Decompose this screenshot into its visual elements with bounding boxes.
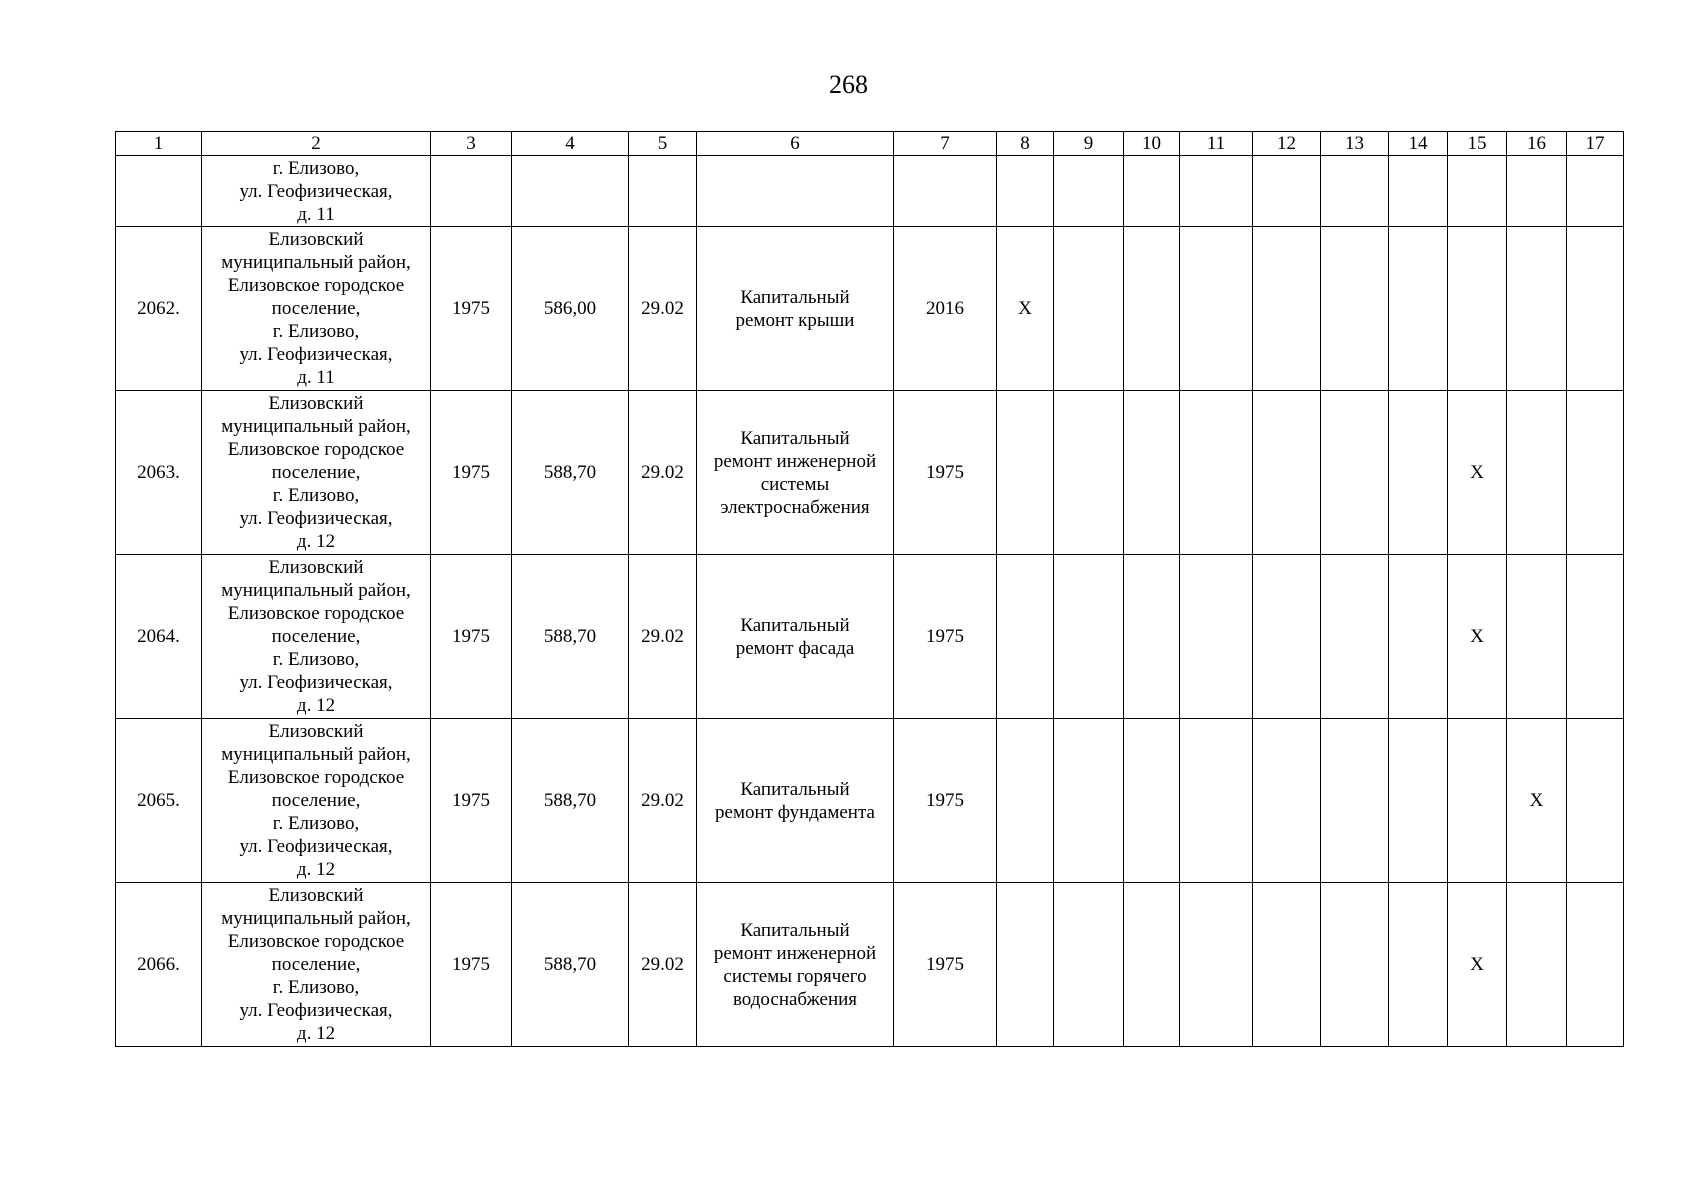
column-number-row bbox=[116, 132, 1624, 156]
column-header: 3 bbox=[431, 132, 512, 156]
cell-mark bbox=[1253, 391, 1321, 555]
column-header: 8 bbox=[997, 132, 1054, 156]
cell-area: 588,70 bbox=[512, 391, 629, 555]
column-header: 2 bbox=[202, 132, 431, 156]
address-line: г. Елизово, bbox=[272, 813, 360, 834]
address-line: ул. Геофизическая, bbox=[239, 1000, 393, 1021]
address-line: муниципальный район, bbox=[221, 908, 411, 929]
cell-mark bbox=[1253, 883, 1321, 1047]
cell-empty bbox=[1253, 156, 1321, 227]
cell-number: 2064. bbox=[116, 555, 202, 719]
column-header: 6 bbox=[697, 132, 894, 156]
cell-mark bbox=[1507, 555, 1567, 719]
cell-area: 586,00 bbox=[512, 227, 629, 391]
cell-empty bbox=[1507, 156, 1567, 227]
column-header: 11 bbox=[1180, 132, 1253, 156]
cell-number: 2062. bbox=[116, 227, 202, 391]
cell-mark bbox=[1124, 391, 1180, 555]
cell-number: 2065. bbox=[116, 719, 202, 883]
cell-mark bbox=[1054, 391, 1124, 555]
table-row bbox=[116, 555, 1624, 719]
column-header: 1 bbox=[116, 132, 202, 156]
column-header: 9 bbox=[1054, 132, 1124, 156]
cell-mark bbox=[1321, 227, 1389, 391]
column-header: 16 bbox=[1507, 132, 1567, 156]
column-header: 12 bbox=[1253, 132, 1321, 156]
cell-mark: X bbox=[1448, 555, 1507, 719]
cell-mark bbox=[1321, 555, 1389, 719]
address-line: ул. Геофизическая, bbox=[239, 508, 393, 529]
address-line: Елизовский bbox=[268, 393, 364, 414]
cell-empty bbox=[697, 156, 894, 227]
work-line: ремонт фундамента bbox=[715, 801, 875, 823]
address-line: ул. Геофизическая, bbox=[239, 836, 393, 857]
address-line: Елизовское городское bbox=[227, 767, 405, 788]
cell-year: 1975 bbox=[894, 555, 997, 719]
cell-area: 588,70 bbox=[512, 883, 629, 1047]
cell-mark bbox=[1507, 883, 1567, 1047]
cell-number bbox=[116, 156, 202, 227]
cell-mark bbox=[1054, 227, 1124, 391]
cell-code: 29.02 bbox=[629, 391, 697, 555]
cell-address bbox=[202, 719, 431, 883]
cell-mark: X bbox=[1448, 391, 1507, 555]
cell-year: 1975 bbox=[894, 883, 997, 1047]
cell-work-type bbox=[697, 391, 894, 555]
work-line: водоснабжения bbox=[732, 988, 858, 1010]
cell-empty bbox=[1321, 156, 1389, 227]
cell-mark bbox=[997, 391, 1054, 555]
cell-work-type bbox=[697, 555, 894, 719]
table-body bbox=[116, 132, 1624, 1047]
cell-mark bbox=[1567, 719, 1624, 883]
cell-empty bbox=[1448, 156, 1507, 227]
cell-mark bbox=[1180, 555, 1253, 719]
cell-mark bbox=[1389, 883, 1448, 1047]
column-header: 5 bbox=[629, 132, 697, 156]
address-line: Елизовское городское bbox=[227, 275, 405, 296]
address-line: г. Елизово, bbox=[272, 485, 360, 506]
cell-year-built: 1975 bbox=[431, 555, 512, 719]
address-line: д. 12 bbox=[296, 531, 336, 552]
cell-mark bbox=[1567, 883, 1624, 1047]
cell-empty bbox=[431, 156, 512, 227]
table-row bbox=[116, 719, 1624, 883]
work-line: ремонт крыши bbox=[735, 309, 855, 331]
cell-mark bbox=[1124, 883, 1180, 1047]
page-number: 268 bbox=[829, 70, 868, 99]
cell-code: 29.02 bbox=[629, 227, 697, 391]
address-line: д. 11 bbox=[297, 203, 335, 225]
address-line: Елизовское городское bbox=[227, 931, 405, 952]
cell-empty bbox=[1180, 156, 1253, 227]
address-line: Елизовский bbox=[268, 885, 364, 906]
cell-mark bbox=[1253, 227, 1321, 391]
cell-code: 29.02 bbox=[629, 883, 697, 1047]
cell-mark bbox=[1321, 391, 1389, 555]
address-line: ул. Геофизическая, bbox=[239, 180, 393, 202]
cell-empty bbox=[1389, 156, 1448, 227]
table-row bbox=[116, 227, 1624, 391]
work-line: ремонт инженерной bbox=[713, 450, 877, 472]
address-line: д. 12 bbox=[296, 1023, 336, 1044]
cell-mark bbox=[1054, 719, 1124, 883]
address-line: г. Елизово, bbox=[272, 977, 360, 998]
cell-mark bbox=[1389, 719, 1448, 883]
cell-year-built: 1975 bbox=[431, 883, 512, 1047]
address-line: д. 12 bbox=[296, 859, 336, 880]
cell-empty bbox=[1124, 156, 1180, 227]
cell-year-built: 1975 bbox=[431, 719, 512, 883]
cell-work-type bbox=[697, 719, 894, 883]
address-line: муниципальный район, bbox=[221, 744, 411, 765]
work-line: системы bbox=[760, 473, 830, 495]
work-line: системы горячего bbox=[723, 965, 867, 987]
cell-mark bbox=[1054, 555, 1124, 719]
cell-number: 2063. bbox=[116, 391, 202, 555]
address-line: Елизовский bbox=[268, 557, 364, 578]
address-line: муниципальный район, bbox=[221, 416, 411, 437]
work-line: Капитальный bbox=[740, 286, 850, 308]
cell-empty bbox=[1054, 156, 1124, 227]
cell-address bbox=[202, 883, 431, 1047]
address-line: ул. Геофизическая, bbox=[239, 344, 393, 365]
work-line: Капитальный bbox=[740, 919, 850, 941]
cell-address bbox=[202, 156, 431, 227]
address-line: г. Елизово, bbox=[272, 321, 360, 342]
cell-year: 2016 bbox=[894, 227, 997, 391]
cell-year: 1975 bbox=[894, 719, 997, 883]
address-line: поселение, bbox=[271, 462, 361, 483]
address-line: г. Елизово, bbox=[272, 649, 360, 670]
cell-mark bbox=[1448, 719, 1507, 883]
cell-mark bbox=[1389, 391, 1448, 555]
cell-mark bbox=[1389, 227, 1448, 391]
cell-mark bbox=[1253, 555, 1321, 719]
cell-year-built: 1975 bbox=[431, 391, 512, 555]
cell-mark bbox=[1124, 555, 1180, 719]
cell-mark bbox=[1448, 227, 1507, 391]
cell-mark bbox=[997, 555, 1054, 719]
cell-empty bbox=[629, 156, 697, 227]
address-line: д. 12 bbox=[296, 695, 336, 716]
cell-empty bbox=[894, 156, 997, 227]
capital-repair-table bbox=[115, 131, 1624, 1047]
cell-area: 588,70 bbox=[512, 555, 629, 719]
cell-mark bbox=[1389, 555, 1448, 719]
cell-mark bbox=[1180, 719, 1253, 883]
column-header: 15 bbox=[1448, 132, 1507, 156]
column-header: 17 bbox=[1567, 132, 1624, 156]
cell-empty bbox=[512, 156, 629, 227]
work-line: Капитальный bbox=[740, 778, 850, 800]
cell-mark bbox=[1321, 719, 1389, 883]
cell-address bbox=[202, 391, 431, 555]
work-line: ремонт инженерной bbox=[713, 942, 877, 964]
address-line: Елизовское городское bbox=[227, 603, 405, 624]
cell-mark: X bbox=[997, 227, 1054, 391]
address-line: Елизовское городское bbox=[227, 439, 405, 460]
cell-empty bbox=[997, 156, 1054, 227]
cell-mark bbox=[1507, 391, 1567, 555]
address-line: муниципальный район, bbox=[221, 252, 411, 273]
cell-mark bbox=[1054, 883, 1124, 1047]
cell-mark bbox=[1253, 719, 1321, 883]
column-header: 4 bbox=[512, 132, 629, 156]
column-header: 7 bbox=[894, 132, 997, 156]
cell-mark bbox=[1507, 227, 1567, 391]
cell-year: 1975 bbox=[894, 391, 997, 555]
cell-mark: X bbox=[1448, 883, 1507, 1047]
address-line: д. 11 bbox=[297, 367, 335, 388]
cell-mark bbox=[1567, 227, 1624, 391]
work-line: Капитальный bbox=[740, 427, 850, 449]
cell-mark bbox=[1180, 227, 1253, 391]
column-header: 10 bbox=[1124, 132, 1180, 156]
cell-mark bbox=[1180, 883, 1253, 1047]
cell-mark bbox=[1180, 391, 1253, 555]
cell-code: 29.02 bbox=[629, 555, 697, 719]
address-line: поселение, bbox=[271, 954, 361, 975]
cell-mark bbox=[1567, 391, 1624, 555]
address-line: муниципальный район, bbox=[221, 580, 411, 601]
address-line: поселение, bbox=[271, 790, 361, 811]
continuation-row bbox=[116, 156, 1624, 227]
cell-year-built: 1975 bbox=[431, 227, 512, 391]
cell-address bbox=[202, 555, 431, 719]
cell-empty bbox=[1567, 156, 1624, 227]
column-header: 13 bbox=[1321, 132, 1389, 156]
column-header: 14 bbox=[1389, 132, 1448, 156]
cell-work-type bbox=[697, 227, 894, 391]
work-line: электроснабжения bbox=[720, 496, 870, 518]
address-line: поселение, bbox=[271, 298, 361, 319]
work-line: Капитальный bbox=[740, 614, 850, 636]
cell-area: 588,70 bbox=[512, 719, 629, 883]
address-line: г. Елизово, bbox=[272, 157, 360, 179]
cell-address bbox=[202, 227, 431, 391]
cell-number: 2066. bbox=[116, 883, 202, 1047]
table-row bbox=[116, 391, 1624, 555]
work-line: ремонт фасада bbox=[735, 637, 855, 659]
cell-mark bbox=[1124, 719, 1180, 883]
address-line: ул. Геофизическая, bbox=[239, 672, 393, 693]
cell-mark bbox=[1567, 555, 1624, 719]
cell-mark bbox=[997, 719, 1054, 883]
cell-mark: X bbox=[1507, 719, 1567, 883]
address-line: Елизовский bbox=[268, 229, 364, 250]
table-row bbox=[116, 883, 1624, 1047]
cell-work-type bbox=[697, 883, 894, 1047]
cell-mark bbox=[997, 883, 1054, 1047]
cell-mark bbox=[1321, 883, 1389, 1047]
cell-mark bbox=[1124, 227, 1180, 391]
address-line: Елизовский bbox=[268, 721, 364, 742]
cell-code: 29.02 bbox=[629, 719, 697, 883]
address-line: поселение, bbox=[271, 626, 361, 647]
